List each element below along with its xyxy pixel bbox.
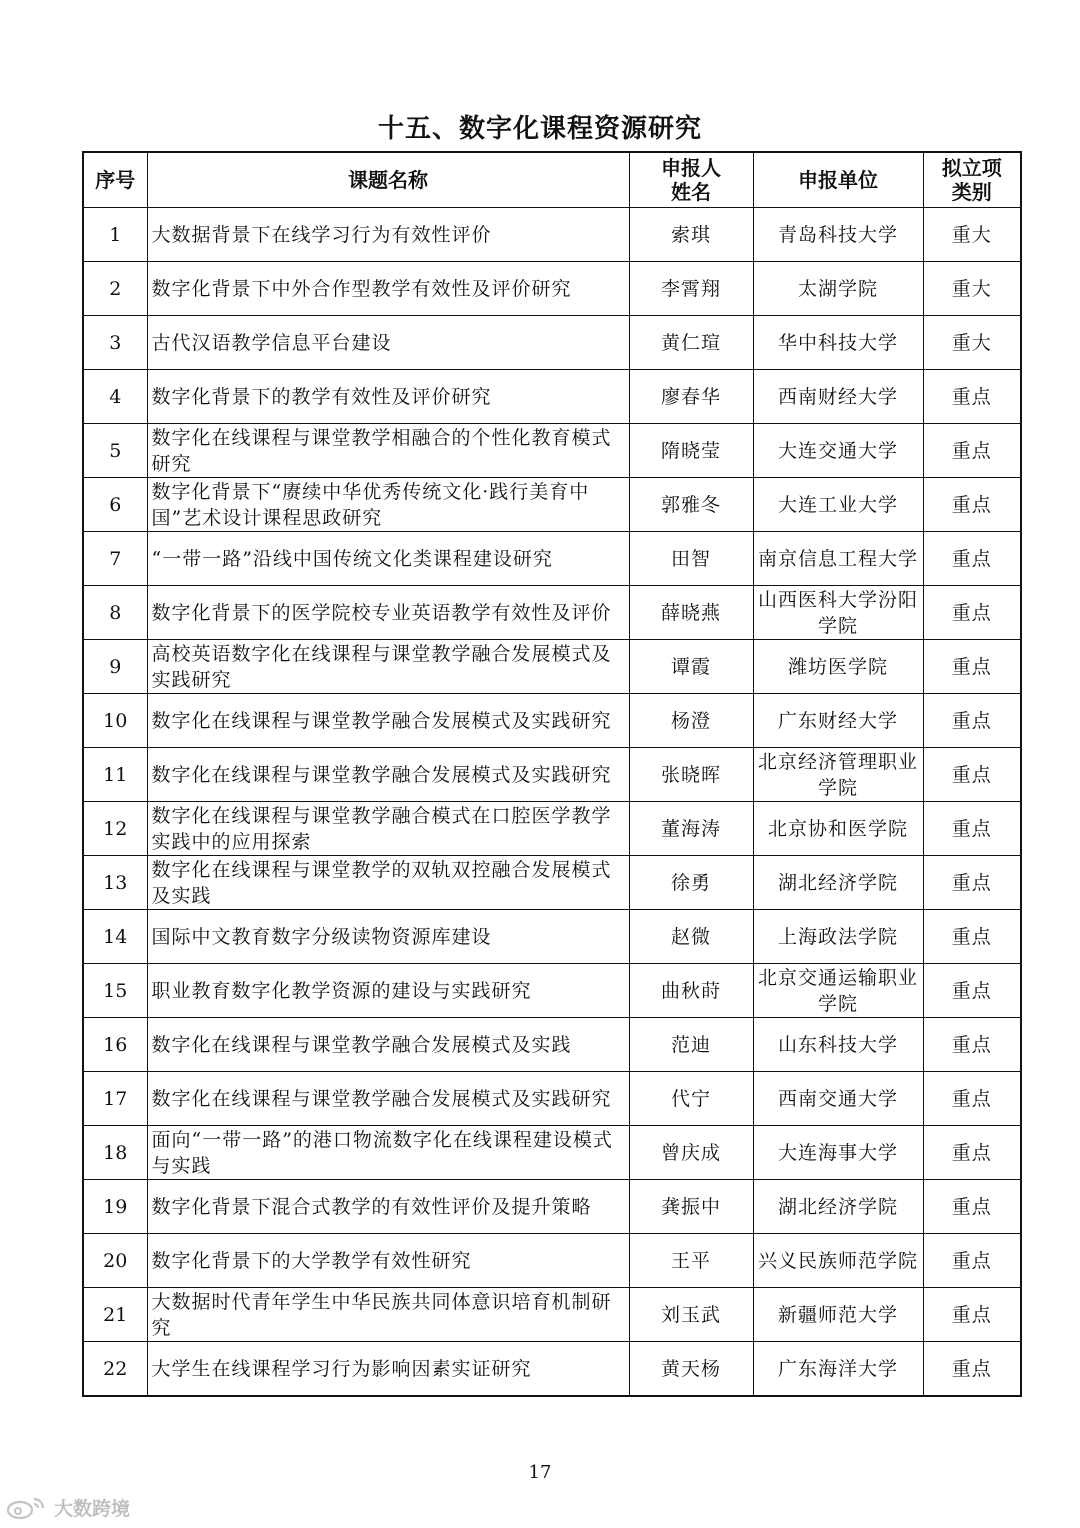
topic-name: 面向“一带一路”的港口物流数字化在线课程建设模式与实践 — [147, 1126, 629, 1180]
project-table — [82, 151, 1022, 1397]
table-row — [83, 640, 1021, 694]
project-category: 重点 — [923, 1018, 1021, 1072]
applicant-name: 杨澄 — [629, 694, 753, 748]
applicant-unit: 广东海洋大学 — [753, 1342, 923, 1397]
project-category: 重大 — [923, 208, 1021, 262]
row-number: 9 — [83, 640, 147, 694]
page-number: 17 — [528, 1462, 552, 1483]
row-number: 16 — [83, 1018, 147, 1072]
table-row — [83, 856, 1021, 910]
header-applicant: 申报人 姓名 — [629, 152, 753, 208]
table-row — [83, 1342, 1021, 1397]
topic-name: 大数据时代青年学生中华民族共同体意识培育机制研究 — [147, 1288, 629, 1342]
table-row — [83, 802, 1021, 856]
row-number: 15 — [83, 964, 147, 1018]
applicant-unit: 太湖学院 — [753, 262, 923, 316]
applicant-name: 王平 — [629, 1234, 753, 1288]
topic-name: 数字化背景下中外合作型教学有效性及评价研究 — [147, 262, 629, 316]
row-number: 21 — [83, 1288, 147, 1342]
table-row — [83, 1288, 1021, 1342]
project-category: 重点 — [923, 748, 1021, 802]
row-number: 5 — [83, 424, 147, 478]
applicant-name: 廖春华 — [629, 370, 753, 424]
header-category: 拟立项 类别 — [923, 152, 1021, 208]
applicant-unit: 北京协和医学院 — [753, 802, 923, 856]
applicant-unit: 广东财经大学 — [753, 694, 923, 748]
table-row — [83, 1180, 1021, 1234]
project-category: 重大 — [923, 316, 1021, 370]
table-row — [83, 478, 1021, 532]
table-row — [83, 1126, 1021, 1180]
applicant-name: 隋晓莹 — [629, 424, 753, 478]
row-number: 19 — [83, 1180, 147, 1234]
table-row — [83, 1072, 1021, 1126]
applicant-name: 曲秋莳 — [629, 964, 753, 1018]
table-row — [83, 262, 1021, 316]
applicant-name: 李霄翔 — [629, 262, 753, 316]
row-number: 18 — [83, 1126, 147, 1180]
row-number: 20 — [83, 1234, 147, 1288]
project-category: 重点 — [923, 1126, 1021, 1180]
topic-name: 职业教育数字化教学资源的建设与实践研究 — [147, 964, 629, 1018]
row-number: 3 — [83, 316, 147, 370]
project-category: 重点 — [923, 532, 1021, 586]
applicant-unit: 大连工业大学 — [753, 478, 923, 532]
applicant-name: 范迪 — [629, 1018, 753, 1072]
applicant-name: 代宁 — [629, 1072, 753, 1126]
page-title: 十五、数字化课程资源研究 — [377, 114, 702, 144]
applicant-unit: 湖北经济学院 — [753, 1180, 923, 1234]
project-category: 重点 — [923, 910, 1021, 964]
row-number: 14 — [83, 910, 147, 964]
applicant-name: 索琪 — [629, 208, 753, 262]
row-number: 11 — [83, 748, 147, 802]
table-row — [83, 586, 1021, 640]
applicant-unit: 潍坊医学院 — [753, 640, 923, 694]
row-number: 12 — [83, 802, 147, 856]
applicant-name: 田智 — [629, 532, 753, 586]
applicant-unit: 大连交通大学 — [753, 424, 923, 478]
applicant-unit: 华中科技大学 — [753, 316, 923, 370]
applicant-unit: 青岛科技大学 — [753, 208, 923, 262]
project-category: 重点 — [923, 1288, 1021, 1342]
project-category: 重点 — [923, 802, 1021, 856]
applicant-name: 董海涛 — [629, 802, 753, 856]
header-topic: 课题名称 — [147, 152, 629, 208]
row-number: 4 — [83, 370, 147, 424]
topic-name: 数字化在线课程与课堂教学融合发展模式及实践研究 — [147, 748, 629, 802]
topic-name: 大数据背景下在线学习行为有效性评价 — [147, 208, 629, 262]
project-category: 重大 — [923, 262, 1021, 316]
applicant-unit: 西南交通大学 — [753, 1072, 923, 1126]
topic-name: 数字化在线课程与课堂教学融合模式在口腔医学教学实践中的应用探索 — [147, 802, 629, 856]
row-number: 17 — [83, 1072, 147, 1126]
applicant-unit: 上海政法学院 — [753, 910, 923, 964]
applicant-unit: 南京信息工程大学 — [753, 532, 923, 586]
project-category: 重点 — [923, 586, 1021, 640]
table-row — [83, 694, 1021, 748]
weibo-logo-icon — [6, 1495, 50, 1519]
project-category: 重点 — [923, 1072, 1021, 1126]
row-number: 8 — [83, 586, 147, 640]
project-category: 重点 — [923, 1234, 1021, 1288]
topic-name: 大学生在线课程学习行为影响因素实证研究 — [147, 1342, 629, 1397]
topic-name: 数字化背景下的教学有效性及评价研究 — [147, 370, 629, 424]
table-row — [83, 424, 1021, 478]
table-row — [83, 370, 1021, 424]
topic-name: 高校英语数字化在线课程与课堂教学融合发展模式及实践研究 — [147, 640, 629, 694]
header-unit: 申报单位 — [753, 152, 923, 208]
applicant-name: 谭霞 — [629, 640, 753, 694]
applicant-unit: 湖北经济学院 — [753, 856, 923, 910]
applicant-unit: 大连海事大学 — [753, 1126, 923, 1180]
topic-name: 数字化背景下的大学教学有效性研究 — [147, 1234, 629, 1288]
project-category: 重点 — [923, 964, 1021, 1018]
project-category: 重点 — [923, 370, 1021, 424]
applicant-unit: 兴义民族师范学院 — [753, 1234, 923, 1288]
topic-name: 数字化在线课程与课堂教学相融合的个性化教育模式研究 — [147, 424, 629, 478]
applicant-unit: 北京经济管理职业学院 — [753, 748, 923, 802]
applicant-name: 赵微 — [629, 910, 753, 964]
project-category: 重点 — [923, 1180, 1021, 1234]
applicant-name: 黄天杨 — [629, 1342, 753, 1397]
table-row — [83, 910, 1021, 964]
row-number: 22 — [83, 1342, 147, 1397]
row-number: 10 — [83, 694, 147, 748]
row-number: 1 — [83, 208, 147, 262]
topic-name: 国际中文教育数字分级读物资源库建设 — [147, 910, 629, 964]
header-no: 序号 — [83, 152, 147, 208]
watermark-text: 大数跨境 — [54, 1497, 131, 1520]
row-number: 6 — [83, 478, 147, 532]
topic-name: 数字化在线课程与课堂教学的双轨双控融合发展模式及实践 — [147, 856, 629, 910]
applicant-name: 徐勇 — [629, 856, 753, 910]
table-row — [83, 964, 1021, 1018]
table-row — [83, 208, 1021, 262]
table-header-row — [83, 152, 1021, 208]
applicant-unit: 西南财经大学 — [753, 370, 923, 424]
project-category: 重点 — [923, 856, 1021, 910]
topic-name: 数字化在线课程与课堂教学融合发展模式及实践研究 — [147, 694, 629, 748]
table-row — [83, 748, 1021, 802]
project-category: 重点 — [923, 1342, 1021, 1397]
project-category: 重点 — [923, 640, 1021, 694]
row-number: 7 — [83, 532, 147, 586]
applicant-unit: 新疆师范大学 — [753, 1288, 923, 1342]
topic-name: 古代汉语教学信息平台建设 — [147, 316, 629, 370]
topic-name: 数字化背景下“赓续中华优秀传统文化·践行美育中国”艺术设计课程思政研究 — [147, 478, 629, 532]
topic-name: 数字化在线课程与课堂教学融合发展模式及实践 — [147, 1018, 629, 1072]
applicant-name: 刘玉武 — [629, 1288, 753, 1342]
applicant-unit: 山东科技大学 — [753, 1018, 923, 1072]
applicant-unit: 北京交通运输职业学院 — [753, 964, 923, 1018]
table-row — [83, 1234, 1021, 1288]
topic-name: “一带一路”沿线中国传统文化类课程建设研究 — [147, 532, 629, 586]
applicant-name: 龚振中 — [629, 1180, 753, 1234]
topic-name: 数字化在线课程与课堂教学融合发展模式及实践研究 — [147, 1072, 629, 1126]
applicant-name: 张晓晖 — [629, 748, 753, 802]
topic-name: 数字化背景下混合式教学的有效性评价及提升策略 — [147, 1180, 629, 1234]
applicant-unit: 山西医科大学汾阳学院 — [753, 586, 923, 640]
applicant-name: 郭雅冬 — [629, 478, 753, 532]
table-row — [83, 532, 1021, 586]
applicant-name: 薛晓燕 — [629, 586, 753, 640]
applicant-name: 黄仁瑄 — [629, 316, 753, 370]
topic-name: 数字化背景下的医学院校专业英语教学有效性及评价 — [147, 586, 629, 640]
project-category: 重点 — [923, 424, 1021, 478]
table-row — [83, 1018, 1021, 1072]
table-row — [83, 316, 1021, 370]
row-number: 2 — [83, 262, 147, 316]
applicant-name: 曾庆成 — [629, 1126, 753, 1180]
project-category: 重点 — [923, 694, 1021, 748]
watermark — [6, 1493, 130, 1521]
project-category: 重点 — [923, 478, 1021, 532]
row-number: 13 — [83, 856, 147, 910]
